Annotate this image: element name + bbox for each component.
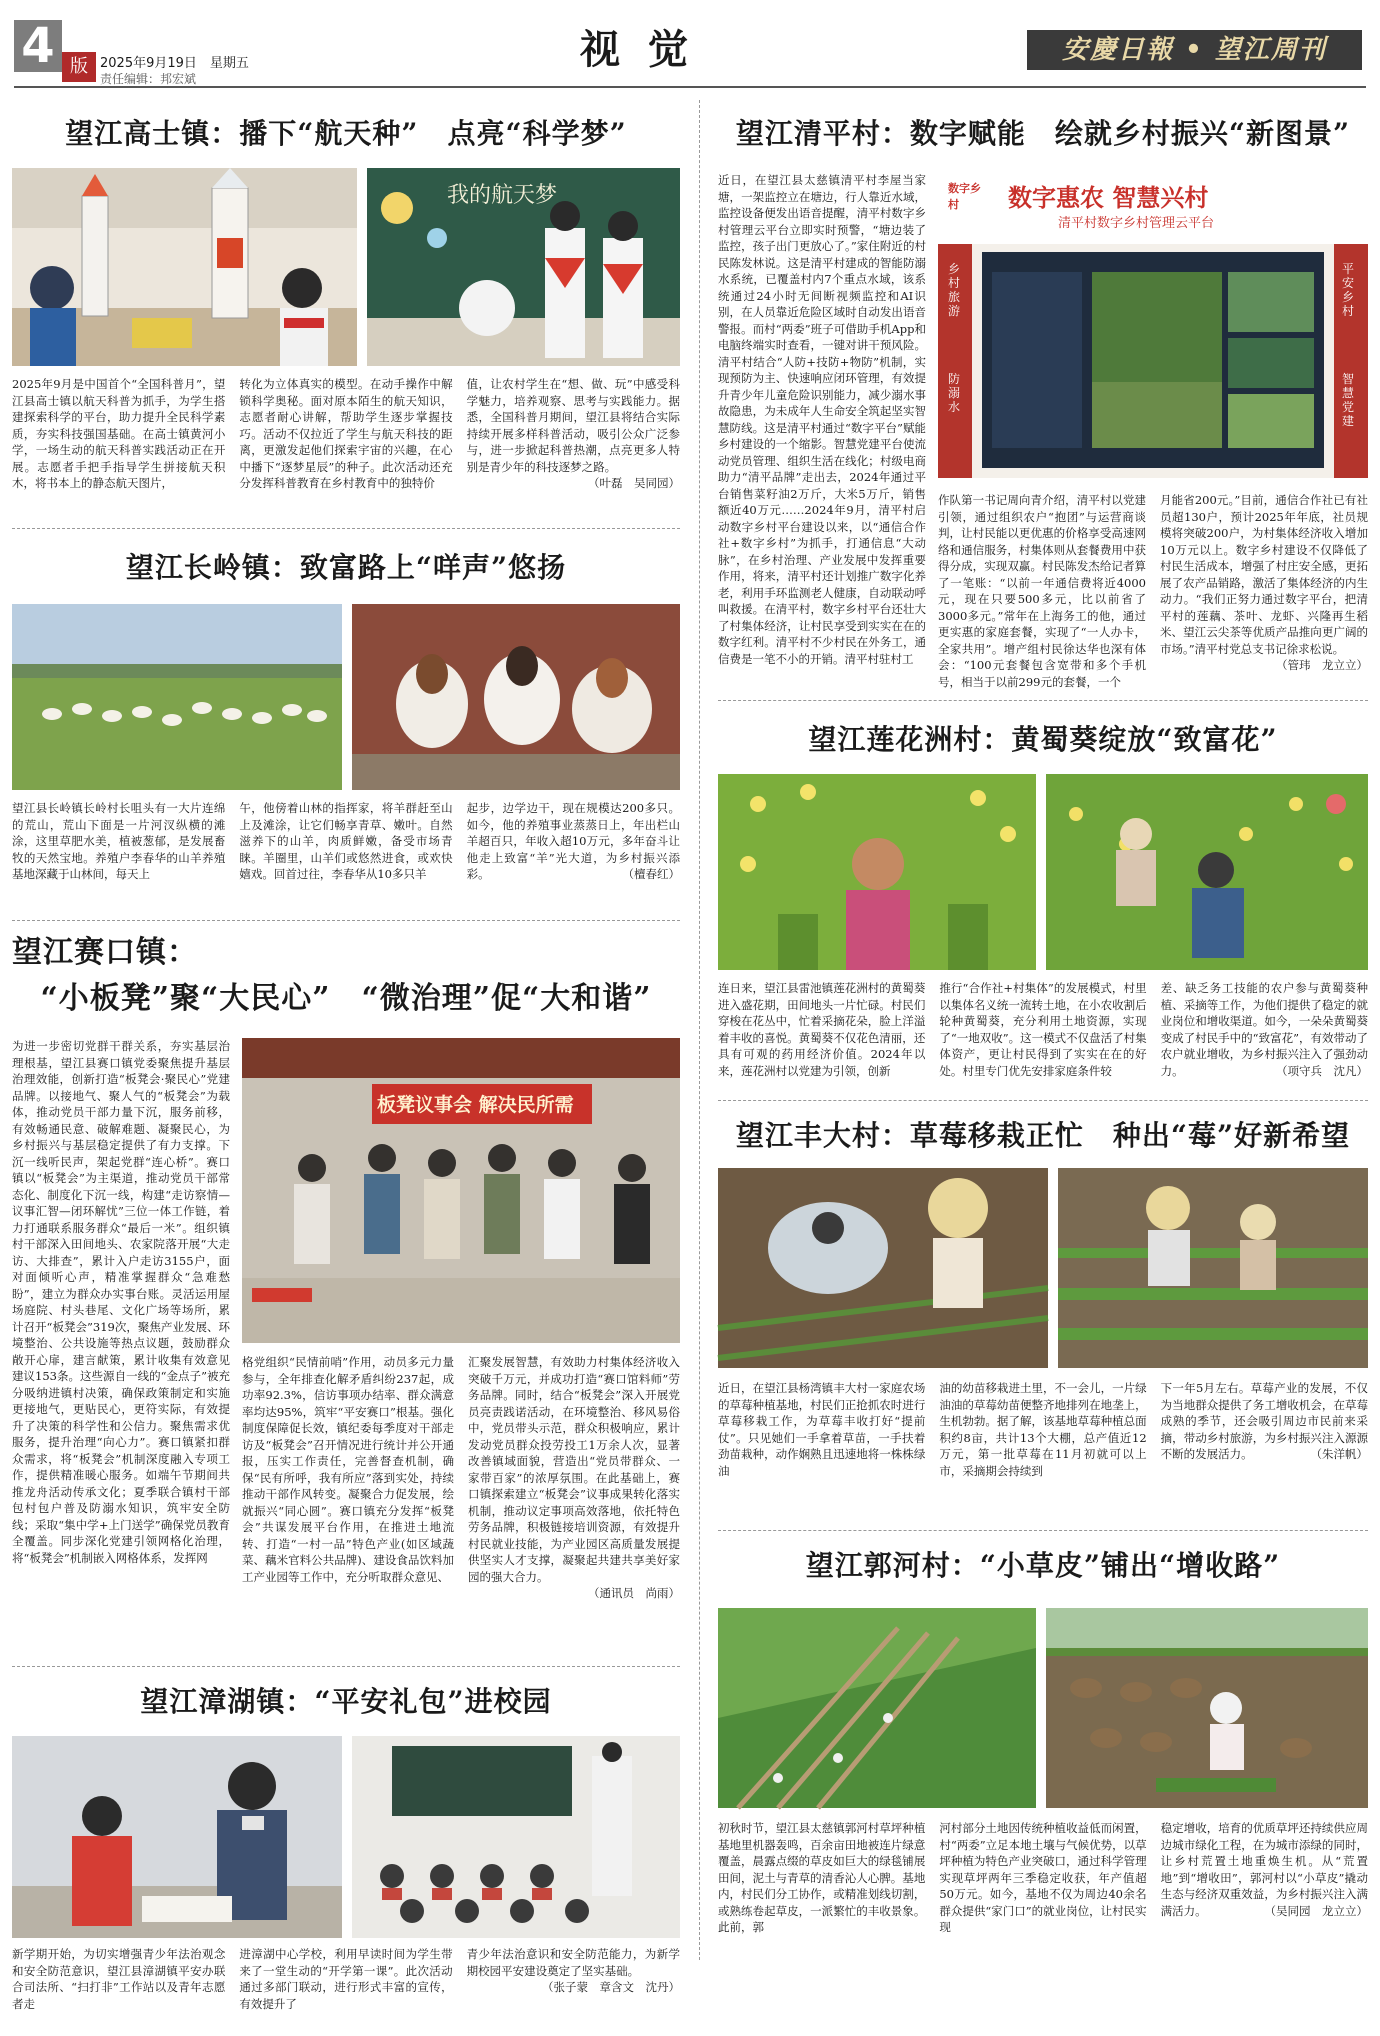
- photo-transplanting-strawberries: [718, 1168, 1048, 1368]
- byline: （朱洋帆）: [1310, 1447, 1368, 1461]
- paragraph: 午，他傍着山林的指挥家，将羊群赶至山上及滩涂，让它们畅享青草、嫩叶。自然滋养下的山羊，肉质鲜嫩，备受市场青睐。羊圈里，山羊们或悠然进食，或欢快嬉戏。回首过往，李春华从10多只羊: [239, 801, 453, 881]
- photo-bench-meeting: [242, 1038, 680, 1343]
- masthead: [0, 0, 1380, 90]
- banner-text: 板凳议事会 解决民所需: [377, 1094, 574, 1116]
- paragraph: 下一年5月左右。草莓产业的发展，不仅为当地群众提供了务工增收机会，在草莓成熟的季节，还会吸引周边市民前来采摘，带动乡村旅游，为乡村振兴注入源源不断的发展活力。 （朱洋帆）: [1160, 1381, 1368, 1461]
- editor-credit: 责任编辑：邦宏斌: [100, 72, 197, 86]
- article-separator: [12, 528, 680, 529]
- article-separator: [718, 700, 1368, 701]
- byline: （管玮 龙立立）: [1276, 658, 1368, 672]
- article-fengda: [718, 1114, 1368, 1534]
- article-body: [718, 1820, 1368, 1956]
- article-body: [718, 1380, 1368, 1488]
- photo-row: [242, 1038, 680, 1343]
- paragraph: 新学期开始，为切实增强青少年法治观念和安全防范意识，望江县漳湖镇平安办联合司法所、“扫打非”工作站以及青年志愿者走: [12, 1947, 226, 2011]
- page-suffix: 版: [62, 52, 96, 82]
- page-number: 4: [14, 20, 62, 72]
- byline: （项守兵 沈凡）: [1275, 1063, 1368, 1078]
- photo-row: [938, 172, 1368, 478]
- byline: （张子蒙 章含文 沈丹）: [541, 1980, 680, 1994]
- photo-space-dream-classroom: [367, 168, 680, 366]
- photo-picking-flowers: [1046, 774, 1368, 970]
- headline-line-2: “小板凳”聚“大民心” “微治理”促“大和谐”: [40, 981, 652, 1016]
- photo-row: [718, 774, 1368, 970]
- platform-banner-text: 数字惠农 智慧兴村: [1008, 184, 1209, 212]
- photo-classroom-lecture: [352, 1736, 680, 1938]
- photo-row: [12, 1736, 680, 1938]
- article-body: [718, 980, 1368, 1092]
- paragraph: 转化为立体真实的模型。在动手操作中解锁科学奥秘。面对原本陌生的航天知识，志愿者耐心讲解，帮助学生逐步掌握技巧。活动不仅拉近了学生与航天科技的距离，更激发起他们探索宇宙的兴趣，在心中播下“逐梦星辰”的种子。此次活动还充分发挥科普教育在乡村教育中的独特价: [239, 377, 453, 490]
- byline: （通讯员 尚雨）: [588, 1586, 680, 1600]
- header-rule: [14, 86, 1366, 88]
- article-body: [12, 1946, 680, 2036]
- article-headline: [12, 930, 680, 1022]
- photo-strawberry-field: [1058, 1168, 1368, 1368]
- platform-logo-text: 数字乡村: [948, 182, 981, 211]
- article-separator: [12, 920, 680, 921]
- panel-label: 智慧党建: [1342, 372, 1355, 428]
- paragraph: 格党组织“民情前哨”作用，动员多元力量参与，全年排查化解矛盾纠纷237起，成功率92.3%，信访事项办结率、群众满意率均达95%，筑牢“平安赛口”根基。强化制度保障促长效，镇纪委每季度对干部走访及“板凳会”召开情况进行统计并公开通报，压实工作责任，完善督查机制，确保“民有所呼，我有所应”落到实处，持续推动干部作风转变。凝聚合力促发展，绘就振兴“同心圆”。赛口镇充分发挥“板凳会”共谋发展平台作用，在推进土地流转、打造“一村一品”特色产业(如区域蔬菜、藕米官料公共品牌)、建设食品饮料加工产业园等工作中，充分听取群众意见、: [242, 1355, 454, 1584]
- column-divider: [699, 100, 700, 1960]
- paragraph: 2025年9月是中国首个“全国科普月”，望江县高士镇以航天科普为抓手，为学生搭建探索科学的平台，助力提升全民科学素质，夯实科技强国基础。在高士镇黄河小学，一场生动的航天科普实践活动正在开展。志愿者手把手指导学生拼接航天积木，将书本上的静态航天图片，: [12, 377, 226, 490]
- paragraph: 作队第一书记周向青介绍，清平村以党建引领，通过组织农户“抱团”与运营商谈判，让村民能以更优惠的价格享受高速网络和通信服务，村集体则从套餐费用中获得分成，实现双赢。村民陈发杰给记者算了一笔账：“以前一年通信费将近4000元，现在只要500多元，比以前省了3000多元。”常年在上海务工的他，通过更实惠的家庭套餐，实现了“一人办卡，全家共用”。增产组村民徐达华也深有体会：“100元套餐包含宽带和多个手机号，相当于以前299元的套餐，一个: [938, 493, 1146, 689]
- article-headline: 望江丰大村：草莓移栽正忙 种出“莓”好新希望: [735, 1119, 1351, 1152]
- panel-label: 平安乡村: [1342, 262, 1355, 318]
- paragraph: 推行“合作社+村集体”的发展模式，村里以集体名义统一流转土地，在小农收割后轮种黄蜀葵，充分利用土地资源，实现了“一地双收”。这一模式不仅盘活了村集体资产，更让村民得到了实实在在的好处。村里专门优先安排家庭条件较: [939, 981, 1147, 1078]
- article-headline: 望江漳湖镇：“平安礼包”进校园: [140, 1685, 552, 1718]
- paragraph: 汇聚发展智慧，有效助力村集体经济收入突破千万元，并成功打造“赛口馆料师”劳务品牌。同时，结合“板凳会”深入开展党员亮责践诺活动，在环境整治、移风易俗中，党员带头示范，群众积极响应，累计发动党员群众投劳投工1万余人次，显著改善镇域面貌，营造出“党员带群众、一家带百家”的浓厚氛围。在此基础上，赛口镇探索建立“板凳会”议事成果转化落实机制，推动议定事项高效落地，依托特色劳务品牌，积极链接培训资源，有效提升村民就业技能，为产业园区高质量发展提供坚实人才支撑，凝聚起共建共享美好家园的强大合力。 （通讯员 尚雨）: [468, 1355, 680, 1600]
- photo-rolling-turf: [1046, 1608, 1368, 1808]
- paragraph: 连日来，望江县雷池镇莲花洲村的黄蜀葵进入盛花期，田间地头一片忙碌。村民们穿梭在花丛中，忙着采摘花朵，脸上洋溢着丰收的喜悦。黄蜀葵不仅花色清丽，还具有可观的药用经济价值。2024年以来，莲花洲村以党建为引领，创新: [718, 981, 926, 1078]
- article-gaoshi: [12, 112, 680, 522]
- byline: （叶磊 吴同园）: [587, 476, 680, 490]
- section-title: 视觉: [580, 27, 716, 73]
- article-body: [938, 492, 1368, 688]
- article-headline: 望江清平村：数字赋能 绘就乡村振兴“新图景”: [735, 117, 1351, 150]
- paragraph: 起步，边学边干，现在规模达200多只。如今，他的养殖事业蒸蒸日上，年出栏山羊超百只，年收入超10万元，多年奋斗让他走上致富“羊”光大道，为乡村振兴添彩。 （檀春红）: [466, 801, 680, 881]
- photo-digital-platform: [938, 172, 1368, 478]
- blackboard-text: 我的航天梦: [447, 183, 558, 208]
- article-separator: [718, 1100, 1368, 1101]
- article-guohe: [718, 1544, 1368, 1964]
- article-body: [242, 1354, 680, 1654]
- photo-row: [12, 604, 680, 790]
- newspaper-logo: 安慶日報 • 望江周刊: [1027, 30, 1362, 70]
- byline: （檀春红）: [622, 867, 680, 881]
- photo-row: [12, 168, 680, 366]
- paragraph: 稳定增收，培育的优质草坪还持续供应周边城市绿化工程，在为城市添绿的同时，让乡村荒置土地重焕生机。从“荒置地”到“增收田”，郭河村以“小草皮”撬动生态与经济双重效益，为乡村振兴注入满满活力。 （吴同园 龙立立）: [1160, 1821, 1368, 1918]
- panel-label: 防溺水: [948, 372, 961, 414]
- article-body: [12, 376, 680, 510]
- photo-goat-pasture: [12, 604, 342, 790]
- paragraph: 望江县长岭镇长岭村长咀头有一大片连绵的荒山，荒山下面是一片河汊纵横的滩涂，这里草肥水美，植被葱郁，是发展畜牧的天然宝地。养殖户李春华的山羊养殖基地深藏于山林间，每天上: [12, 801, 226, 881]
- paragraph: 近日，在望江县太慈镇清平村李屋当家塘，一架监控立在塘边，行人靠近水域，监控设备便发出语音提醒，清平村数字乡村管理云平台立即实时预警，“塘边装了监控，孩子出门更放心了。”家住附近的村民陈发林说。这是清平村建成的智能防溺水系统，已覆盖村内7个重点水域，该系统通过24小时无间断视频监控和AI识别，在人员靠近危险区域时自动发出语音警报。而村“两委”班子可借助手机App和电脑终端实时查看，一键对讲干预风险。清平村结合“人防+技防+物防”机制，实现预防为主、快速响应闭环管理，有效提升青少年儿童危险识别能力，减少溺水事故隐患，为未成年人生命安全筑起坚实智慧防线。这是清平村通过“数字平台”赋能乡村建设的一个缩影。智慧党建平台使流动党员管理、组织生活在线化；村级电商助力“清平品牌”走出去，2024年通过平台销售菜籽油2万斤，大米5万斤，销售额近40万元……2024年9月，清平村启动数字乡村平台建设以来，以“通信合作社+数字乡村”为抓手，打通信息“大动脉”，在乡村治理、产业发展中发挥重要作用，将来，清平村还计划推广数字化养老，利用手环监测老人健康，自动联动呼叫救援。在清平村，数字乡村平台还壮大了村集体经济，让村民享受到实实在在的数字红利。清平村不少村民在外务工，通信费是一笔不小的开销。清平村驻村工: [718, 173, 926, 666]
- paragraph: 油的幼苗移栽进土里，不一会儿，一片绿油油的草莓幼苗便整齐地排列在地垄上，生机勃勃。据了解，该基地草莓种植总面积约8亩，共计13个大棚，总产值近12万元，第一批草莓在11月初就可以上市，采摘期会持续到: [939, 1381, 1147, 1478]
- right-column: [718, 100, 1368, 1968]
- headline-line-1: 望江赛口镇：: [12, 935, 198, 970]
- article-headline: 望江郭河村：“小草皮”铺出“增收路”: [805, 1549, 1281, 1582]
- paragraph: 值，让农村学生在“想、做、玩”中感受科学魅力，培养观察、思考与实践能力。据悉，全国科普月期间，望江县将结合实际持续开展多样科普活动，吸引公众广泛参与，进一步掀起科普热潮，点亮更多人特别是青少年的科技逐梦之路。 （叶磊 吴同园）: [466, 377, 680, 490]
- article-body: [12, 800, 680, 912]
- article-separator: [718, 1530, 1368, 1531]
- left-column: [12, 100, 680, 2011]
- article-headline: 望江高士镇：播下“航天种” 点亮“科学梦”: [65, 117, 627, 150]
- paragraph: 初秋时节，望江县太慈镇郭河村草坪种植基地里机器轰鸣，百余亩田地被连片绿意覆盖，晨露点缀的草皮如巨大的绿毯铺展田间，泥土与青草的清香沁人心脾。基地内，村民们分工协作，或精准划线切割，或熟练卷起草皮，一派繁忙的丰收景象。此前，郭: [718, 1821, 926, 1934]
- paragraph: 为进一步密切党群干群关系，夯实基层治理根基，望江县赛口镇党委聚焦提升基层治理效能，创新打造“板凳会·聚民心”党建品牌。以接地气、聚人气的“板凳会”为载体，推动党员干部力量下沉，服务前移，有效畅通民意、破解难题、凝聚民心，为乡村振兴与基层稳定提供了有力支撑。下沉一线听民声，架起党群“连心桥”。赛口镇以“板凳会”为主渠道，推动党员干部常态化、制度化下沉一线，构建“走访察情—议事汇智—闭环解忧”三位一体工作链，着力打通联系服务群众“最后一米”。组织镇村干部深入田间地头、农家院落开展“大走访、大排查”，累计入户走访3155户，面对面倾听心声，精准掌握群众“急难愁盼”，建立为群众办实事台账。灵活运用屋场庭院、村头巷尾、文化广场等场所，累计召开“板凳会”319次，聚焦产业发展、环境整治、公共设施等热点议题，鼓励群众敞开心扉，建言献策，累计收集有效意见建议153条。这些源自一线的“金点子”被充分吸纳进镇村决策，确保政策制定和实施更接地气，更贴民心，更符实际，有效提升了决策的科学性和公信力。聚焦需求优服务，提升治理“向心力”。赛口镇紧扣群众需求，将“板凳会”机制深度融入专项工作，提供精准暖心服务。如端午节期间共推龙舟活动传承文化；夏季联合镇村干部包村包户普及防溺水知识，筑牢安全防线；采取“集中学+上门送学”确保党员教育全覆盖。同步深化党建引领网格化治理，将“板凳会”机制嵌入网格体系，发挥网: [12, 1039, 230, 1565]
- paragraph: 青少年法治意识和安全防范能力，为新学期校园平安建设奠定了坚实基础。 （张子蒙 章含文 沈丹）: [466, 1947, 680, 1994]
- article-saikou: [12, 930, 680, 1658]
- article-changling: [12, 546, 680, 914]
- article-separator: [12, 1666, 680, 1667]
- photo-smiling-farmer: [718, 774, 1036, 970]
- photo-row: [718, 1608, 1368, 1808]
- article-headline: 望江莲花洲村：黄蜀葵绽放“致富花”: [808, 723, 1278, 756]
- photo-rocket-models: [12, 168, 357, 366]
- photo-police-with-students: [12, 1736, 342, 1938]
- paragraph: 差、缺乏务工技能的农户参与黄蜀葵种植、采摘等工作，为他们提供了稳定的就业岗位和增收渠道。如今，一朵朵黄蜀葵变成了村民手中的“致富花”，有效带动了农户就业增收，为乡村振兴注入了强劲动力。 （项守兵 沈凡）: [1160, 981, 1368, 1078]
- paragraph: 进漳湖中心学校，利用早读时间为学生带来了一堂生动的“开学第一课”。此次活动通过多部门联动，进行形式丰富的宣传，有效提升了: [239, 1947, 453, 2011]
- paragraph: 近日，在望江县杨湾镇丰大村一家庭农场的草莓种植基地，村民们正抢抓农时进行草莓移栽工作，为草莓丰收打好“提前仗”。只见她们一手拿着草苗，一手扶着劲苗栽种，动作娴熟且迅速地将一株株绿油: [718, 1381, 926, 1478]
- platform-subtitle: 清平村数字乡村管理云平台: [1058, 216, 1215, 231]
- photo-goats-in-pen: [352, 604, 680, 790]
- article-headline: 望江长岭镇：致富路上“咩声”悠扬: [125, 551, 567, 584]
- byline: （吴同园 龙立立）: [1264, 1903, 1368, 1918]
- paragraph: 河村部分土地因传统种植收益低而闲置，村“两委”立足本地土壤与气候优势，以草坪种植为特色产业突破口，通过科学管理实现草坪两年三季稳定收获，年产值超50万元。如今，基地不仅为周边40余名群众提供“家门口”的就业岗位，让村民实现: [939, 1821, 1147, 1934]
- photo-turf-aerial: [718, 1608, 1036, 1808]
- paragraph: 月能省200元。”目前，通信合作社已有社员超130户，预计2025年年底，社员规模将突破200户，为村集体经济收入增加10万元以上。数字乡村建设不仅降低了村民生活成本，增强了村庄安全感，更拓展了农产品销路，激活了集体经济的内生动力。“我们正努力通过数字平台，把清平村的莲藕、茶叶、龙虾、兴隆再生稻米、望江云尖茶等优质产品推向更广阔的市场。”清平村党总支书记徐求松说。 （管玮 龙立立）: [1160, 493, 1368, 672]
- panel-label: 乡村旅游: [948, 262, 961, 318]
- photo-row: [718, 1168, 1368, 1368]
- issue-date: 2025年9月19日 星期五: [100, 56, 249, 71]
- article-qingping: [718, 112, 1368, 692]
- article-zhanghu: [12, 1680, 680, 2011]
